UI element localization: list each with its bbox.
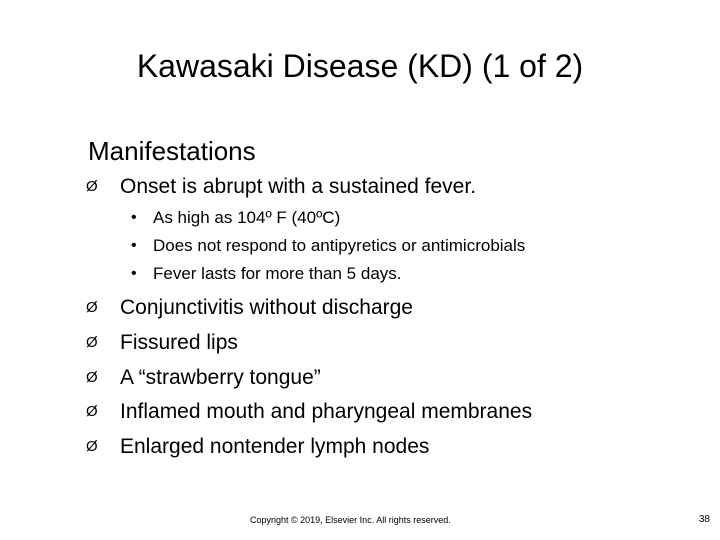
list-item-conjunctivitis (86, 293, 413, 323)
subitem-text: Does not respond to antipyretics or antimicrobials (153, 236, 526, 255)
heading-text: Manifestations (88, 136, 256, 166)
list-item-text: Fissured lips (120, 331, 238, 354)
dot-bullet-icon: • (131, 237, 137, 254)
dot-bullet-icon: • (131, 265, 137, 282)
arrow-bullet-icon: Ø (86, 369, 98, 386)
heading-manifestations (44, 133, 256, 169)
subitem-duration (131, 262, 402, 286)
arrow-bullet-icon: Ø (86, 299, 98, 316)
arrow-bullet-icon: Ø (86, 438, 98, 455)
list-item-inflamed-mouth (86, 397, 532, 427)
list-item-onset (86, 172, 476, 202)
subitem-text: Fever lasts for more than 5 days. (153, 264, 402, 283)
arrow-bullet-icon: Ø (86, 403, 98, 420)
slide-footer (0, 512, 720, 528)
arrow-bullet-icon: Ø (86, 178, 98, 195)
list-item-lymph-nodes (86, 432, 429, 462)
list-item-fissured-lips (86, 328, 238, 358)
list-item-text: Enlarged nontender lymph nodes (120, 435, 430, 458)
subitem-text: As high as 104º F (40ºC) (153, 208, 341, 227)
list-item-text: Inflamed mouth and pharyngeal membranes (120, 400, 533, 423)
list-item-text: Conjunctivitis without discharge (120, 296, 413, 319)
subitem-high-temp (131, 206, 340, 230)
copyright-notice: Copyright © 2019, Elsevier Inc. All rights reserved. (250, 515, 451, 525)
list-item-text: A “strawberry tongue” (120, 366, 321, 389)
subitem-no-response (131, 234, 525, 258)
slide-title: Kawasaki Disease (KD) (1 of 2) (136, 48, 584, 84)
list-item-text: Onset is abrupt with a sustained fever. (120, 175, 477, 198)
list-item-strawberry-tongue (86, 363, 321, 393)
arrow-bullet-icon: Ø (86, 334, 98, 351)
page-number: 38 (698, 514, 710, 525)
dot-bullet-icon: • (131, 209, 137, 226)
